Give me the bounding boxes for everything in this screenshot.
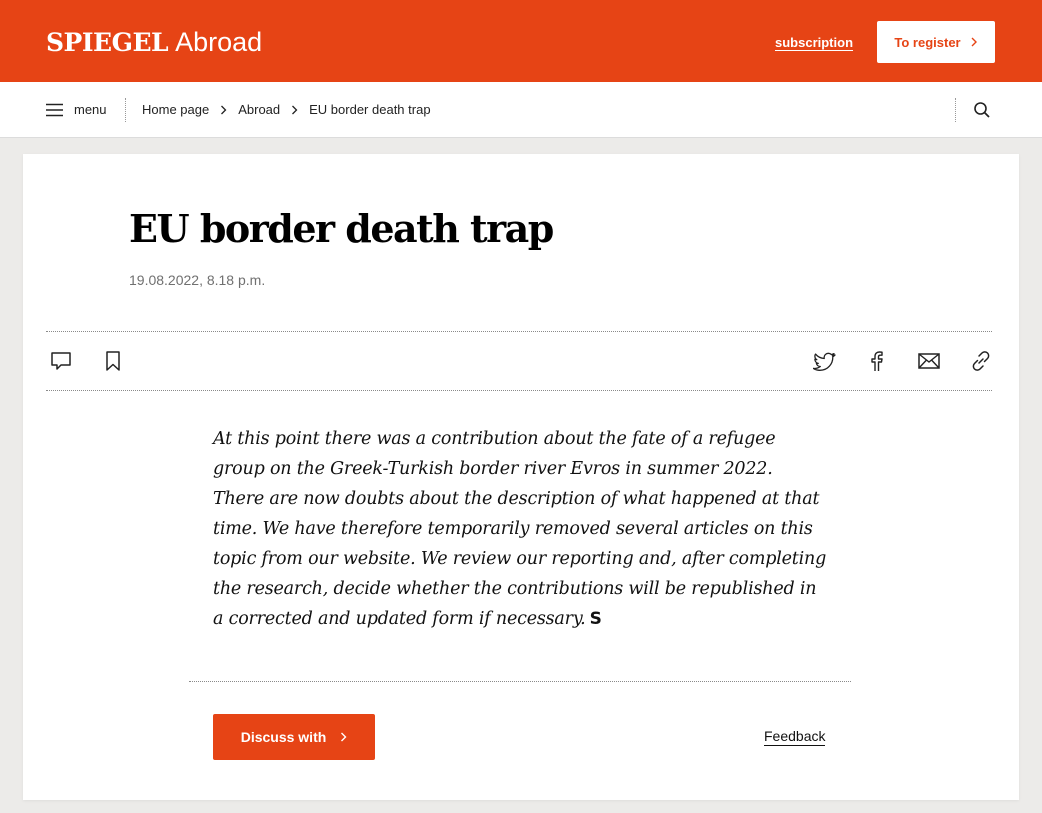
register-button[interactable]: [877, 21, 995, 63]
subscription-link[interactable]: subscription: [775, 35, 854, 50]
chevron-right-icon: [340, 732, 347, 742]
divider: [955, 98, 956, 122]
menu-button[interactable]: [46, 102, 107, 117]
register-label: To register: [894, 34, 961, 50]
breadcrumb-home[interactable]: Home page: [142, 102, 210, 117]
hamburger-icon: [46, 103, 63, 117]
bookmark-icon: [101, 349, 125, 373]
top-bar: [0, 0, 1042, 82]
twitter-icon: [813, 349, 837, 373]
share-facebook-button[interactable]: [865, 349, 889, 373]
breadcrumb-current: EU border death trap: [309, 102, 431, 117]
bookmark-button[interactable]: [101, 349, 125, 373]
chevron-right-icon: [220, 105, 227, 115]
logo-text: SPIEGEL: [46, 28, 169, 57]
link-icon: [969, 349, 993, 373]
article-notice: [213, 424, 828, 634]
divider: [189, 681, 851, 682]
discuss-button[interactable]: [213, 714, 375, 760]
comment-button[interactable]: [49, 349, 73, 373]
breadcrumb: [142, 102, 431, 117]
breadcrumb-abroad[interactable]: Abroad: [238, 102, 281, 117]
feedback-link[interactable]: Feedback: [764, 728, 826, 744]
chevron-right-icon: [291, 105, 298, 115]
copy-link-button[interactable]: [969, 349, 993, 373]
comment-icon: [49, 349, 73, 373]
menu-label: menu: [74, 102, 107, 117]
brand-logo[interactable]: [46, 27, 262, 58]
share-mail-button[interactable]: [917, 349, 941, 373]
divider: [46, 390, 992, 391]
notice-text: At this point there was a contribution about the fate of a refugee group on the Greek-Turkish border river Evros in summer 2022. There are now doubts about the description of what happened at that time. We have therefore temporarily removed several articles on this topic from our website. We review our reporting and, after completing the research, decide whether the contributions will be republished in a corrected and updated form if necessary.: [213, 429, 827, 629]
search-button[interactable]: [973, 101, 991, 119]
share-twitter-button[interactable]: [813, 349, 837, 373]
divider: [46, 331, 992, 332]
article-card: [23, 154, 1019, 800]
mail-icon: [917, 349, 941, 373]
discuss-label: Discuss with: [240, 729, 327, 745]
facebook-icon: [865, 349, 889, 373]
nav-bar: [0, 82, 1042, 138]
article-title: EU border death trap: [129, 206, 553, 251]
divider: [125, 98, 126, 122]
chevron-right-icon: [970, 37, 978, 47]
spiegel-end-mark: S: [589, 609, 602, 629]
article-date: 19.08.2022, 8.18 p.m.: [129, 272, 266, 288]
search-icon: [973, 101, 991, 119]
section-title: Abroad: [175, 27, 263, 57]
